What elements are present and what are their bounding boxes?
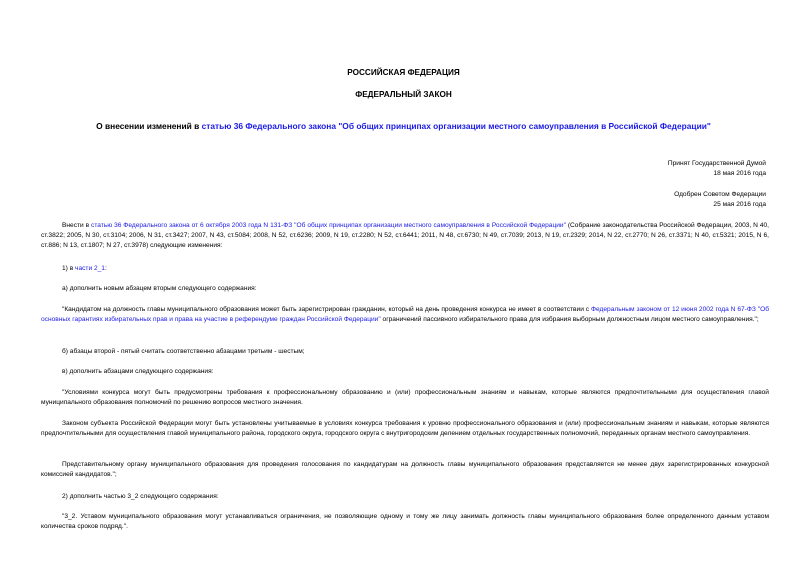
law-title (0, 121, 807, 131)
quote1-prefix: "Кандидатом на должность главы муниципального образования может быть зарегистрирован гражданин, который на день проведения конкурса не имеет в соответствии с (62, 306, 591, 313)
intro-law-link[interactable]: статью 36 Федерального закона от 6 октября 2003 года N 131-ФЗ "Об общих принципах организации местного самоуправления в Российской Федерации" (91, 222, 566, 229)
law-title-prefix: О внесении изменений в (96, 121, 202, 131)
intro-paragraph (41, 221, 769, 252)
quote-representative-body-paragraph: Представительному органу муниципального образования для проведения голосования по кандидатурам на должность главы муниципального образования представляется не менее двух зарегистрированных конкурсной комиссией кандидатов."; (41, 461, 769, 479)
part-2-1-link[interactable]: части 2_1 (75, 265, 105, 272)
country-heading: РОССИЙСКАЯ ФЕДЕРАЦИЯ (347, 68, 460, 77)
item-1 (41, 264, 769, 274)
quote-candidate-paragraph (41, 305, 769, 325)
federal-law-67-link[interactable]: Федеральным законом от 12 июня 2002 года N 67-ФЗ "Об основных гарантиях избирательных прав и права на участие в референдуме граждан Российской Федерации" (41, 306, 769, 324)
council-date: 25 мая 2016 года (713, 201, 766, 208)
duma-adoption (668, 159, 766, 179)
duma-label: Принят Государственной Думой (667, 160, 766, 167)
subitem-a: а) дополнить новым абзацем вторым следующего содержания: (62, 285, 257, 292)
item1-suffix: : (104, 265, 107, 272)
item-2: 2) дополнить частью 3_2 следующего содержания: (62, 493, 219, 500)
law-title-link[interactable]: статью 36 Федерального закона "Об общих принципах организации местного самоуправления в Российской Федерации" (201, 121, 711, 131)
subitem-c: в) дополнить абзацами следующего содержания: (62, 368, 214, 375)
quote1-suffix: ограничений пассивного избирательного права для избрания выборным должностным лицом местного самоуправления."; (380, 316, 759, 324)
intro-suffix: (Собрание законодательства Российской Федерации, 2003, N 40, ст.3822; 2005, N 30, ст.3104; 2006, N 31, ст.3427; 2007, N 43, ст.5084; 2008, N 52, ст.6236; 2009, N 19, ст.2280; N 52, ст.6441; 2011, N 48, ст.6730; N 49, ст.7039; 2013, N 19, ст.2329; 2014, N 22, ст.2770; N 26, ст.3371; N 40, ст.5321; 2015, N 6, ст.886; N 13, ст.1807; N 27, ст.3978) следующие изменения: (41, 222, 770, 250)
council-approval (674, 190, 766, 210)
subitem-b: б) абзацы второй - пятый считать соответственно абзацами третьим - шестым; (62, 348, 305, 355)
intro-prefix: Внести в (62, 222, 92, 229)
item1-prefix: 1) в (62, 265, 76, 272)
quote-regional-law-paragraph: Законом субъекта Российской Федерации могут быть установлены учитываемые в условиях конкурса требования к уровню профессионального образования и (или) профессиональным знаниям и навыкам, которые являются предпочтительными для осуществления главой муниципального района, городского округа, городского округа с внутригородским делением отдельных государственных полномочий, переданных органам местного самоуправления. (41, 420, 769, 438)
document-type-heading: ФЕДЕРАЛЬНЫЙ ЗАКОН (355, 90, 452, 99)
quote-part-3-2-paragraph: "3_2. Уставом муниципального образования могут устанавливаться ограничения, не позволяющие одному и тому же лицу занимать должность главы муниципального образования более определенного данным уставом количества сроков подряд.". (41, 513, 769, 531)
quote-conditions-paragraph: "Условиями конкурса могут быть предусмотрены требования к профессиональному образованию и (или) профессиональным знаниям и навыкам, которые являются предпочтительными для осуществления главой муниципального образования полномочий по решению вопросов местного значения. (41, 389, 769, 407)
council-label: Одобрен Советом Федерации (674, 191, 766, 198)
duma-date: 18 мая 2016 года (713, 170, 766, 177)
